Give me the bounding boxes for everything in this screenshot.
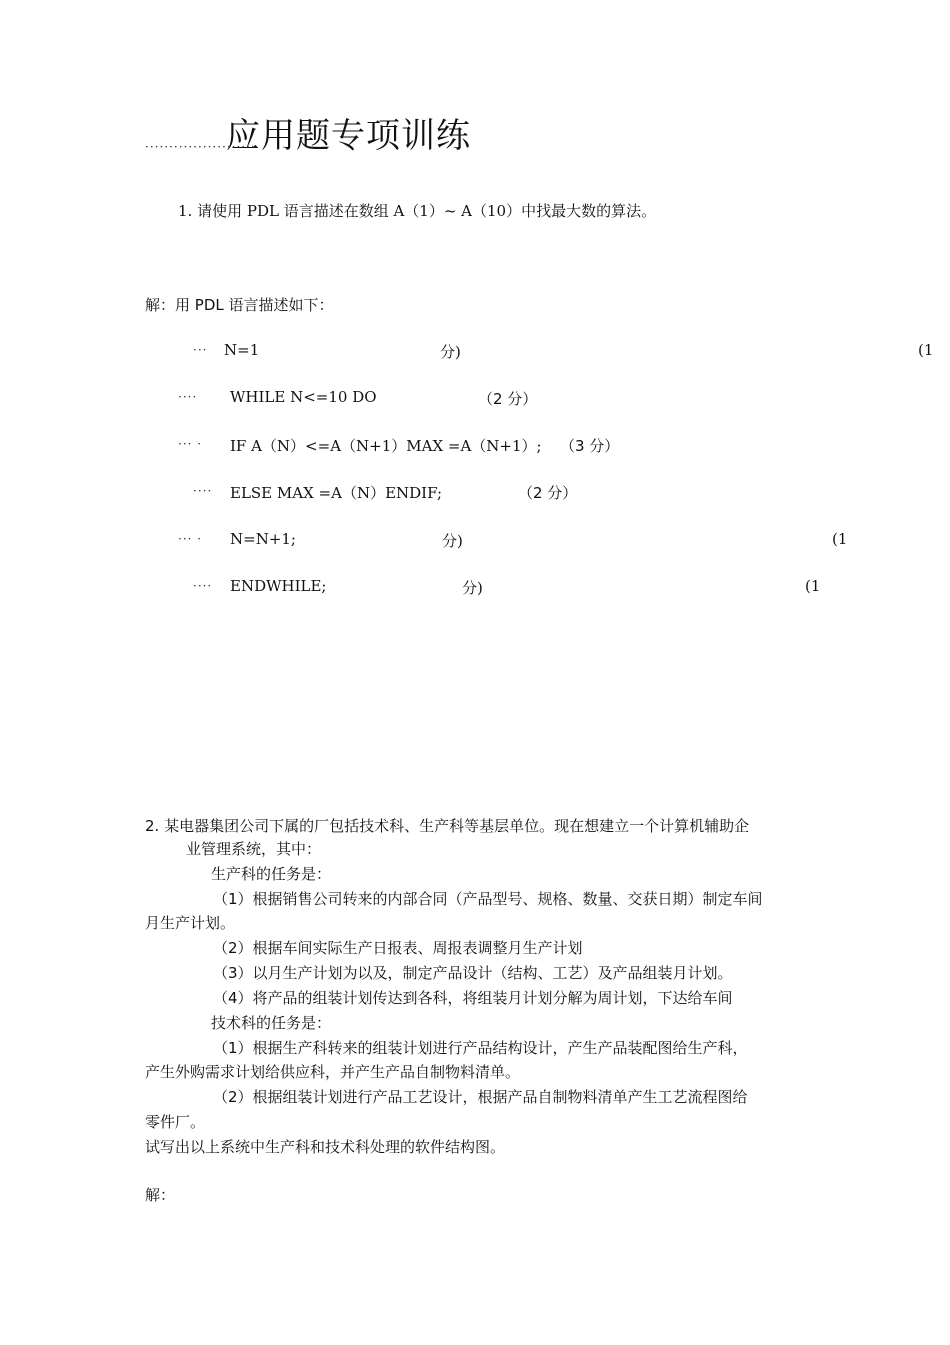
question-2-line-5: 月生产计划。	[145, 914, 236, 932]
question-2-line-8: （4）将产品的组装计划传达到各科，将组装月计划分解为周计划，下达给车间	[213, 989, 733, 1007]
code-line-1-paren: (1	[918, 341, 934, 359]
question-2-line-14: 试写出以上系统中生产科和技术科处理的软件结构图。	[145, 1138, 506, 1156]
code-line-6-score: 分)	[462, 579, 483, 597]
code-line-1-marks: ···	[193, 343, 208, 357]
code-line-3-marks: ··· ·	[178, 437, 203, 451]
code-line-4: ELSE MAX =A（N）ENDIF;	[230, 484, 443, 502]
question-2-line-12: （2）根据组装计划进行产品工艺设计，根据产品自制物料清单产生工艺流程图给	[213, 1088, 748, 1106]
question-2-line-4: （1）根据销售公司转来的内部合同（产品型号、规格、数量、交获日期）制定车间	[213, 890, 763, 908]
garbled-subtitle: ·······················	[145, 140, 256, 154]
code-line-3-score: （3 分）	[560, 437, 620, 455]
solution-1-intro: 解：用 PDL 语言描述如下：	[145, 296, 334, 314]
code-line-2: WHILE N<=10 DO	[230, 388, 377, 406]
question-2-line-13: 零件厂。	[145, 1113, 206, 1131]
question-2-line-1: 2. 某电器集团公司下属的厂包括技术科、生产科等基层单位。现在想建立一个计算机辅助企	[145, 817, 750, 835]
code-line-2-marks: ····	[178, 390, 198, 404]
question-2-line-2: 业管理系统，其中：	[186, 840, 322, 858]
solution-2-label: 解：	[145, 1186, 176, 1204]
code-line-6-paren: (1	[805, 577, 821, 595]
code-line-6-marks: ····	[193, 579, 213, 593]
code-line-1-score: 分)	[440, 343, 461, 361]
question-2-line-6: （2）根据车间实际生产日报表、周报表调整月生产计划	[213, 939, 583, 957]
question-2-line-10: （1）根据生产科转来的组装计划进行产品结构设计，产生产品装配图给生产科，	[213, 1039, 748, 1057]
code-line-5-marks: ··· ·	[178, 532, 203, 546]
question-2-line-11: 产生外购需求计划给供应科，并产生产品自制物料清单。	[145, 1063, 521, 1081]
question-1: 1. 请使用 PDL 语言描述在数组 A（1）~ A（10）中找最大数的算法。	[178, 202, 657, 220]
code-line-4-marks: ····	[193, 484, 213, 498]
page-title: 应用题专项训练	[226, 116, 471, 156]
question-2-line-9: 技术科的任务是：	[211, 1014, 332, 1032]
code-line-1: N=1	[224, 341, 260, 359]
code-line-3: IF A（N）<=A（N+1）MAX =A（N+1）;	[230, 437, 542, 455]
code-line-4-score: （2 分）	[518, 484, 578, 502]
code-line-6: ENDWHILE;	[230, 577, 327, 595]
code-line-5: N=N+1;	[230, 530, 296, 548]
question-2-line-7: （3）以月生产计划为以及，制定产品设计（结构、工艺）及产品组装月计划。	[213, 964, 733, 982]
question-2-line-3: 生产科的任务是：	[211, 865, 332, 883]
code-line-2-score: （2 分）	[478, 390, 538, 408]
code-line-5-score: 分)	[442, 532, 463, 550]
code-line-5-paren: (1	[832, 530, 848, 548]
